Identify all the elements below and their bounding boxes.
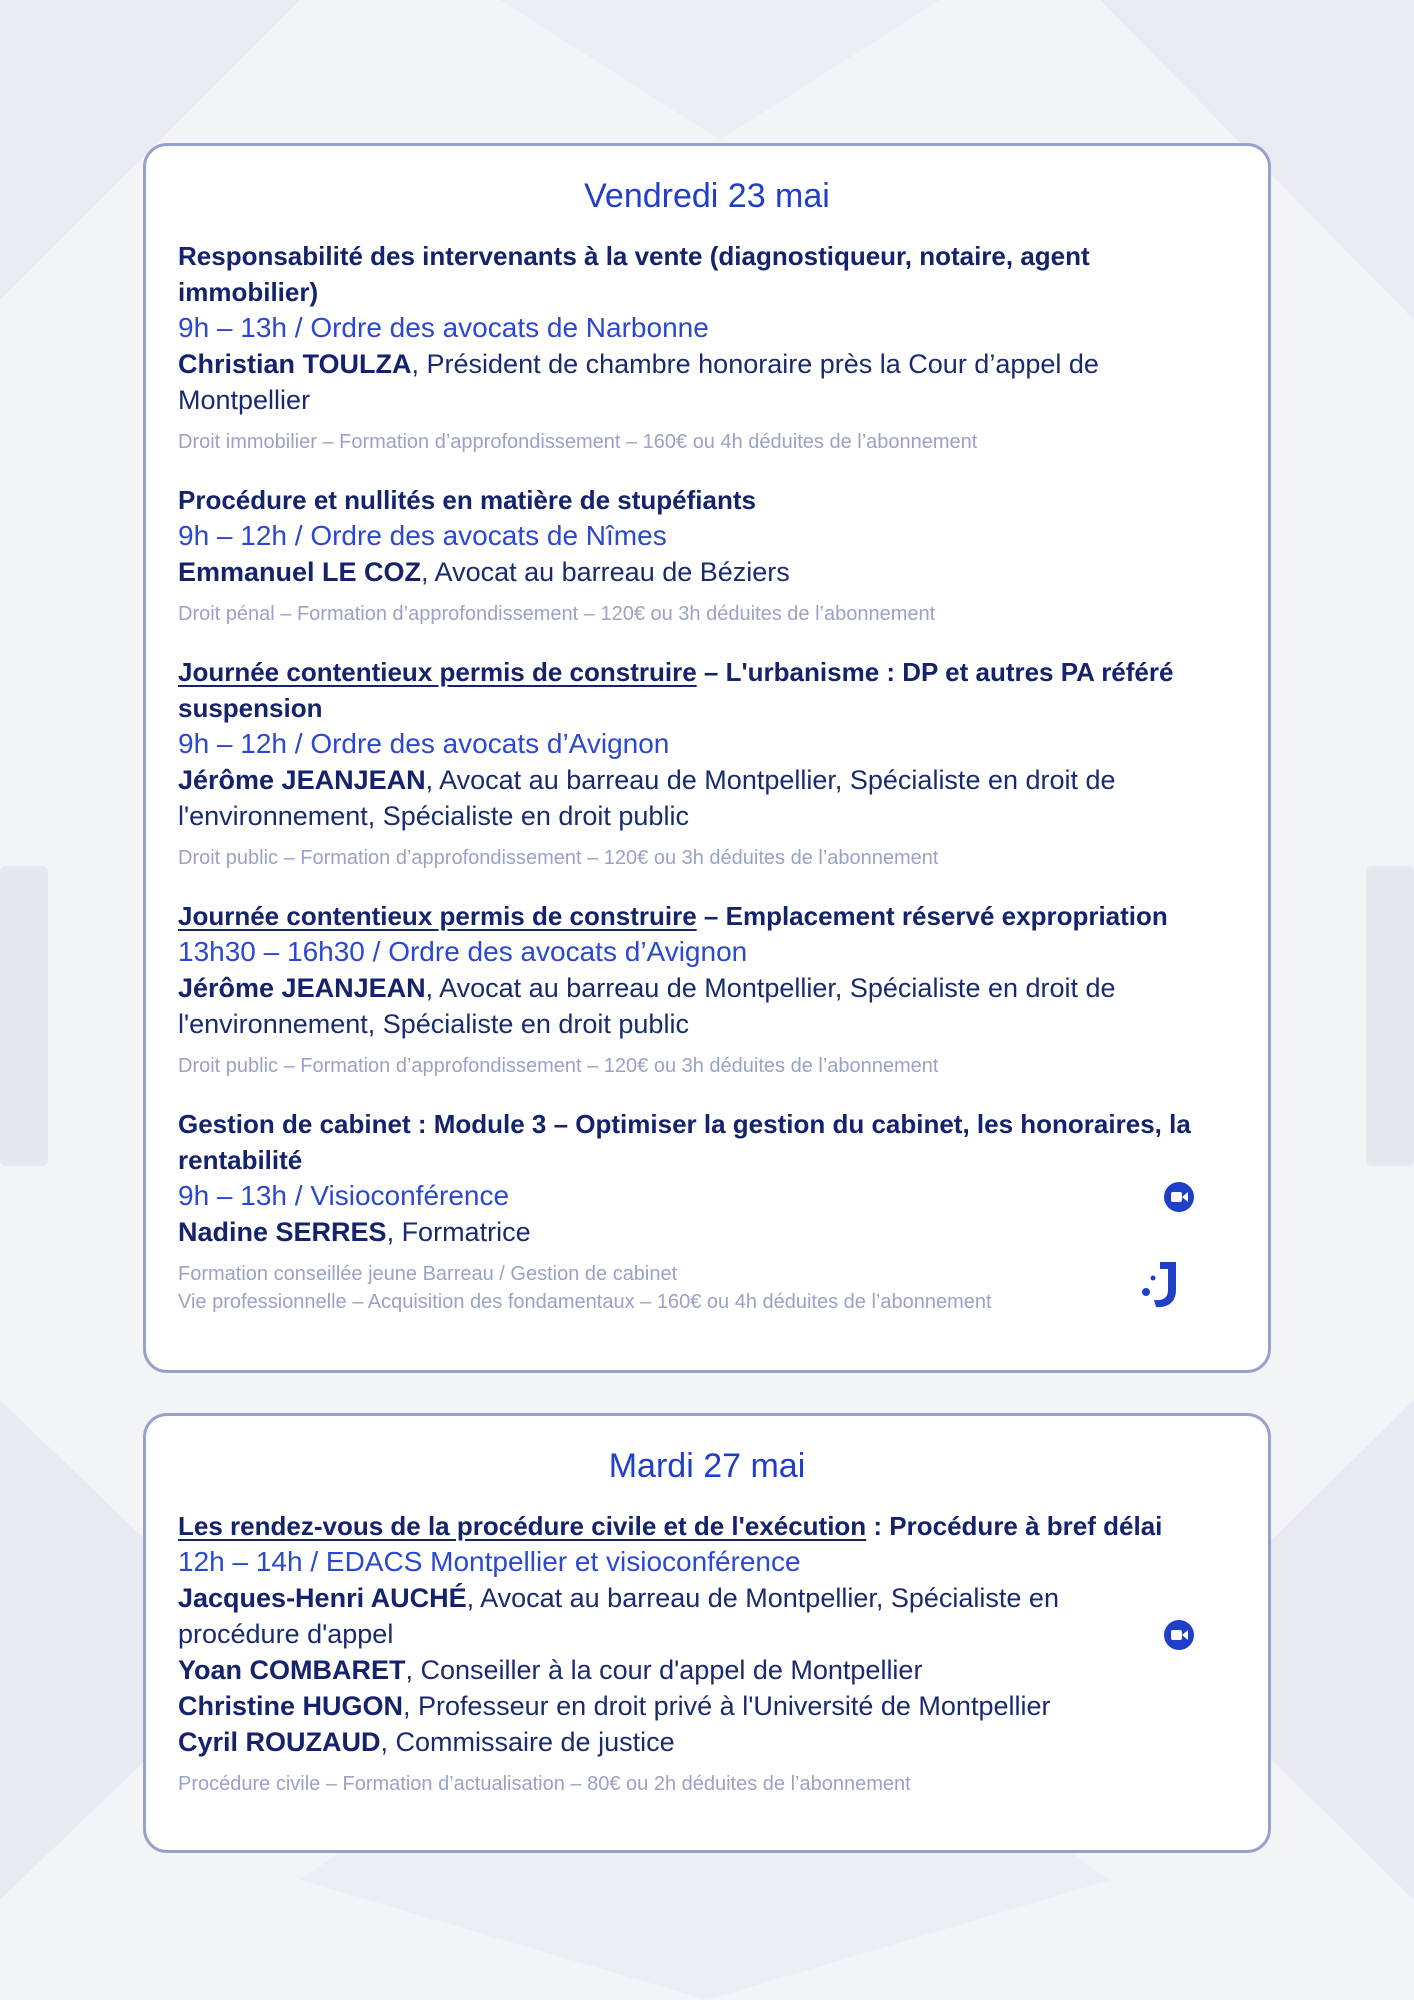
speaker-name: Christian TOULZA — [178, 349, 412, 379]
event-item — [178, 898, 1236, 1080]
speaker-role: , Commissaire de justice — [380, 1727, 675, 1757]
event-time-location: 9h – 13h / Ordre des avocats de Narbonne — [178, 312, 709, 343]
speaker-role: , Avocat au barreau de Montpellier, Spécialiste en droit de l'environnement, Spécialiste en droit public — [178, 765, 1116, 831]
event-time-location: 9h – 12h / Ordre des avocats de Nîmes — [178, 520, 667, 551]
event-title-text: Responsabilité des intervenants à la vente (diagnostiqueur, notaire, agent immobilier) — [178, 241, 1090, 307]
speaker-role: , Président de chambre honoraire près la Cour d’appel de Montpellier — [178, 349, 1099, 415]
speaker-role: , Conseiller à la cour d'appel de Montpellier — [405, 1655, 923, 1685]
speaker-name: Jacques-Henri AUCHÉ — [178, 1583, 467, 1613]
event-title-link[interactable]: Les rendez-vous de la procédure civile et de l'exécution — [178, 1511, 867, 1541]
event-title-text: Gestion de cabinet : Module 3 – Optimiser la gestion du cabinet, les honoraires, la rentabilité — [178, 1109, 1191, 1175]
event-time-location: 9h – 13h / Visioconférence — [178, 1180, 510, 1211]
event-title-text: – Emplacement réservé expropriation — [696, 901, 1168, 931]
event-title-link[interactable]: Journée contentieux permis de construire — [178, 901, 697, 931]
event-title — [178, 1508, 1236, 1544]
event-title-text: Procédure et nullités en matière de stupéfiants — [178, 485, 756, 515]
jeune-barreau-logo — [1138, 1256, 1182, 1312]
event-title — [178, 482, 1216, 518]
event-title — [178, 238, 1216, 310]
day-title: Mardi 27 mai — [608, 1447, 806, 1485]
event-title-text: – L'urbanisme : DP et autres PA référé suspension — [178, 657, 1174, 723]
event-item — [178, 238, 1236, 456]
speaker-name: Cyril ROUZAUD — [178, 1727, 381, 1757]
event-meta — [178, 428, 1236, 456]
speaker-role: , Formatrice — [386, 1217, 531, 1247]
event-speaker — [178, 1214, 1236, 1250]
event-meta — [178, 1260, 1236, 1316]
event-title-text: : Procédure à bref délai — [866, 1511, 1163, 1541]
event-meta-line: Droit public – Formation d’approfondissement – 120€ ou 3h déduites de l’abonnement — [178, 847, 939, 869]
event-title — [178, 898, 1216, 934]
event-speaker — [178, 1652, 1236, 1688]
video-camera-icon — [1164, 1182, 1194, 1212]
speaker-name: Christine HUGON — [178, 1691, 404, 1721]
speaker-role: , Professeur en droit privé à l'Université de Montpellier — [403, 1691, 1051, 1721]
day-card-friday — [143, 143, 1271, 1373]
event-title — [178, 654, 1216, 726]
video-camera-icon — [1164, 1620, 1194, 1650]
event-speaker — [178, 762, 1236, 834]
event-time-location: 12h – 14h / EDACS Montpellier et visioconférence — [178, 1546, 801, 1577]
speaker-name: Yoan COMBARET — [178, 1655, 406, 1685]
event-meta — [178, 1770, 1236, 1798]
event-item — [178, 482, 1236, 628]
event-speaker — [178, 1580, 1156, 1652]
speaker-name: Jérôme JEANJEAN — [178, 973, 426, 1003]
event-meta — [178, 844, 1236, 872]
event-meta-line: Vie professionnelle – Acquisition des fondamentaux – 160€ ou 4h déduites de l’abonnement — [178, 1291, 992, 1313]
speaker-role: , Avocat au barreau de Montpellier, Spécialiste en procédure d'appel — [178, 1583, 1059, 1649]
day-card-tuesday — [143, 1413, 1271, 1853]
event-meta — [178, 1052, 1236, 1080]
event-time-location: 9h – 12h / Ordre des avocats d’Avignon — [178, 728, 670, 759]
event-meta-line: Procédure civile – Formation d’actualisation – 80€ ou 2h déduites de l’abonnement — [178, 1773, 911, 1795]
event-meta — [178, 600, 1236, 628]
event-item — [178, 1508, 1236, 1798]
event-speaker — [178, 554, 1236, 590]
event-speaker — [178, 1724, 1236, 1760]
event-meta-line: Droit immobilier – Formation d’approfondissement – 160€ ou 4h déduites de l’abonnement — [178, 431, 978, 453]
speaker-name: Emmanuel LE COZ — [178, 557, 422, 587]
event-time-location: 13h30 – 16h30 / Ordre des avocats d’Avignon — [178, 936, 748, 967]
event-title — [178, 1106, 1216, 1178]
day-title: Vendredi 23 mai — [584, 177, 830, 215]
event-title-link[interactable]: Journée contentieux permis de construire — [178, 657, 697, 687]
speaker-role: , Avocat au barreau de Montpellier, Spécialiste en droit de l'environnement, Spécialiste en droit public — [178, 973, 1116, 1039]
event-item — [178, 1106, 1236, 1316]
event-meta-line: Formation conseillée jeune Barreau / Gestion de cabinet — [178, 1263, 678, 1285]
speaker-name: Jérôme JEANJEAN — [178, 765, 426, 795]
speaker-role: , Avocat au barreau de Béziers — [421, 557, 790, 587]
speaker-name: Nadine SERRES — [178, 1217, 387, 1247]
event-speaker — [178, 970, 1236, 1042]
event-meta-line: Droit public – Formation d’approfondissement – 120€ ou 3h déduites de l’abonnement — [178, 1055, 939, 1077]
event-speaker — [178, 346, 1236, 418]
event-meta-line: Droit pénal – Formation d’approfondissement – 120€ ou 3h déduites de l’abonnement — [178, 603, 936, 625]
event-speaker — [178, 1688, 1236, 1724]
event-item — [178, 654, 1236, 872]
